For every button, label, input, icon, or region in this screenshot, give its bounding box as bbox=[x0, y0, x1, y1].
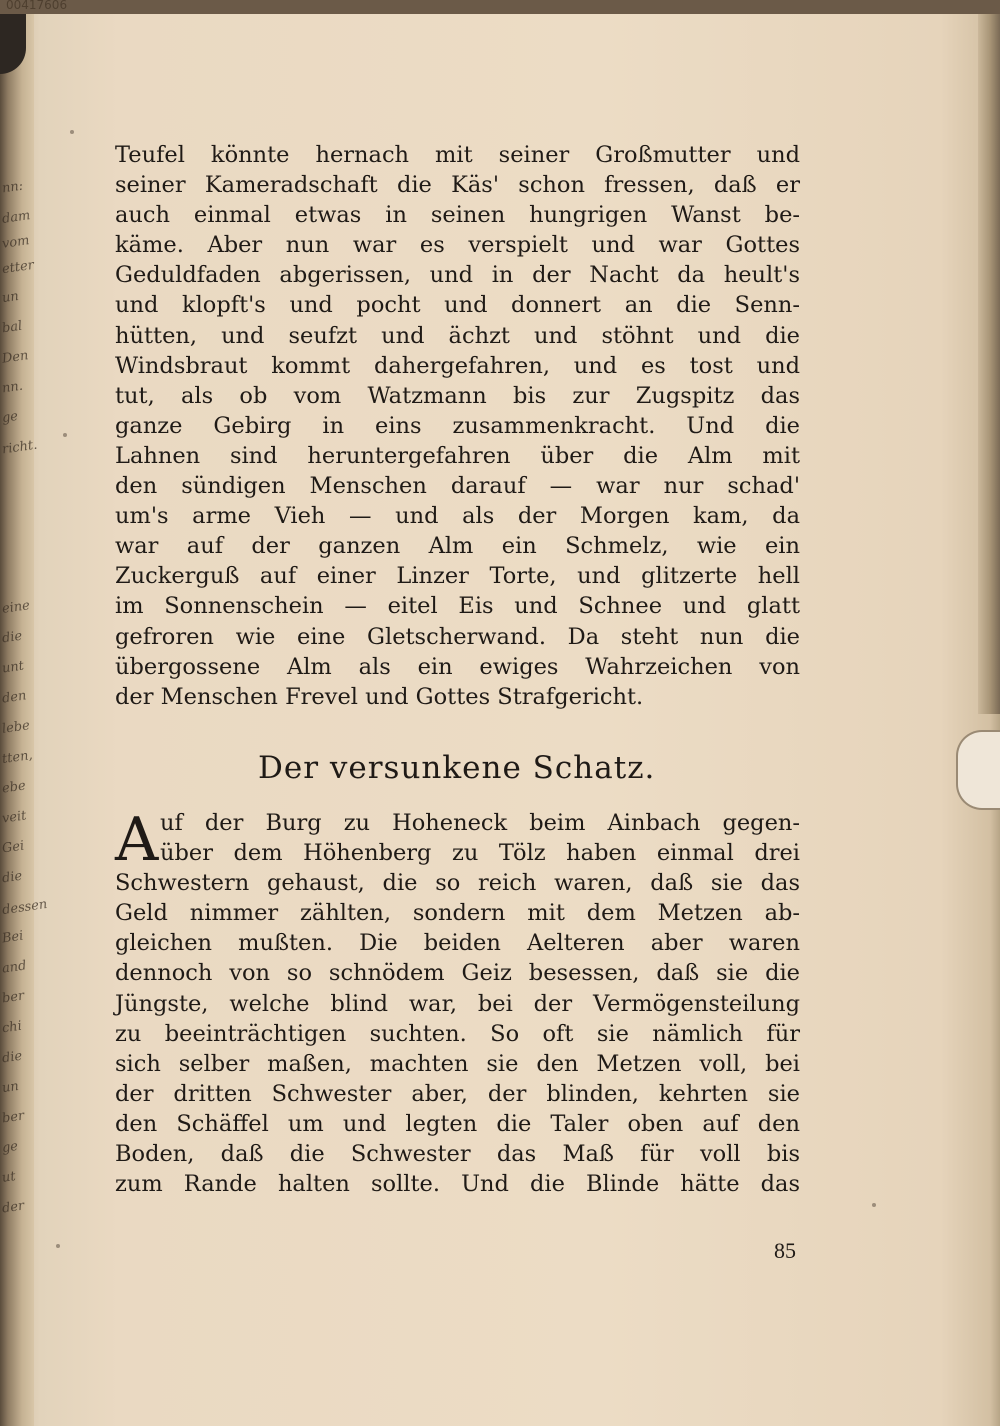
text-line: hütten, und seufzt und ächzt und stöhnt und die bbox=[115, 322, 800, 349]
scan-speck bbox=[70, 130, 74, 134]
text-line: den sündigen Menschen darauf — war nur schad' bbox=[115, 473, 800, 500]
scan-speck bbox=[872, 1203, 876, 1207]
text-line: zu beeinträchtigen suchten. So oft sie nämlich für bbox=[115, 1020, 800, 1047]
margin-fragment: dessen bbox=[1, 896, 49, 919]
margin-fragment: dam bbox=[1, 208, 32, 227]
text-line: war auf der ganzen Alm ein Schmelz, wie ein bbox=[115, 533, 800, 560]
margin-fragment: un bbox=[1, 1078, 20, 1097]
margin-fragment: die bbox=[1, 628, 24, 647]
scanner-header-strip bbox=[0, 0, 1000, 14]
margin-fragment: nn: bbox=[1, 178, 25, 197]
text-line: Boden, daß die Schwester das Maß für voll bis bbox=[115, 1141, 800, 1168]
text-line: dennoch von so schnödem Geiz besessen, daß sie die bbox=[115, 960, 800, 987]
text-line: Lahnen sind heruntergefahren über die Alm mit bbox=[115, 442, 800, 469]
text-line: uf der Burg zu Hoheneck beim Ainbach gegen- bbox=[160, 810, 800, 836]
scan-speck bbox=[56, 1244, 60, 1248]
margin-fragment: ber bbox=[1, 988, 26, 1007]
page-number: 85 bbox=[774, 1238, 796, 1263]
text-line: übergossene Alm als ein ewiges Wahrzeichen von bbox=[115, 653, 800, 680]
margin-fragment: richt. bbox=[1, 437, 39, 458]
text-line: Windsbraut kommt dahergefahren, und es tost und bbox=[115, 352, 800, 379]
margin-fragment: Gei bbox=[1, 838, 26, 857]
text-line: sich selber maßen, machten sie den Metzen voll, bei bbox=[115, 1050, 800, 1077]
page-tab-marker bbox=[956, 730, 1000, 810]
text-line: käme. Aber nun war es verspielt und war Gottes bbox=[115, 232, 800, 259]
margin-fragment: vom bbox=[1, 233, 31, 252]
text-line: Jüngste, welche blind war, bei der Vermögensteilung bbox=[115, 990, 800, 1017]
margin-fragment: der bbox=[1, 1198, 26, 1217]
margin-fragment: die bbox=[1, 868, 24, 887]
margin-fragment: den bbox=[1, 688, 28, 707]
margin-fragment: Den bbox=[1, 348, 30, 367]
margin-fragment: veit bbox=[1, 808, 28, 827]
section-heading: Der versunkene Schatz. bbox=[258, 750, 656, 786]
paragraph-new-section bbox=[115, 805, 800, 1199]
text-line: im Sonnenschein — eitel Eis und Schnee und glatt bbox=[115, 593, 800, 620]
text-line: tut, als ob vom Watzmann bis zur Zugspitz das bbox=[115, 382, 800, 409]
text-line: Teufel könnte hernach mit seiner Großmutter und bbox=[115, 142, 800, 168]
margin-fragment: ber bbox=[1, 1108, 26, 1127]
paragraph-continued bbox=[115, 140, 800, 712]
text-line: zum Rande halten sollte. Und die Blinde hätte das bbox=[115, 1171, 800, 1198]
margin-fragment: eine bbox=[1, 598, 31, 617]
text-line: und klopft's und pocht und donnert an die Senn- bbox=[115, 292, 800, 319]
text-line: gefroren wie eine Gletscherwand. Da steht nun die bbox=[115, 623, 800, 650]
text-line: Geduldfaden abgerissen, und in der Nacht da heult's bbox=[115, 262, 800, 289]
margin-fragment: and bbox=[1, 958, 28, 977]
margin-fragment: bal bbox=[1, 318, 24, 337]
margin-fragment: die bbox=[1, 1048, 24, 1067]
scan-speck bbox=[63, 433, 67, 437]
margin-fragment: Bei bbox=[1, 928, 25, 947]
text-line: über dem Höhenberg zu Tölz haben einmal drei bbox=[160, 840, 800, 867]
margin-fragment: lebe bbox=[1, 718, 31, 737]
previous-page-margin-text bbox=[0, 178, 49, 1240]
page-right-edge bbox=[978, 14, 1000, 714]
margin-fragment: ge bbox=[1, 408, 19, 427]
header-strip-text: 00417606 bbox=[6, 0, 68, 12]
margin-fragment: etter bbox=[1, 257, 35, 278]
text-line: den Schäffel um und legten die Taler oben auf den bbox=[115, 1110, 800, 1137]
text-line: ganze Gebirg in eins zusammenkracht. Und die bbox=[115, 412, 800, 439]
text-line: Geld nimmer zählten, sondern mit dem Metzen ab- bbox=[115, 900, 800, 927]
text-line: der Menschen Frevel und Gottes Strafgericht. bbox=[115, 683, 644, 710]
text-line: gleichen mußten. Die beiden Aelteren aber waren bbox=[115, 930, 800, 957]
margin-fragment: nn. bbox=[1, 378, 24, 397]
margin-fragment: chi bbox=[1, 1018, 23, 1037]
text-line: der dritten Schwester aber, der blinden, kehrten sie bbox=[115, 1080, 800, 1107]
margin-fragment: unt bbox=[1, 658, 25, 677]
text-line: Schwestern gehaust, die so reich waren, daß sie das bbox=[115, 870, 800, 897]
drop-cap-initial: A bbox=[115, 805, 159, 875]
text-line: auch einmal etwas in seinen hungrigen Wanst be- bbox=[115, 202, 800, 229]
text-line: seiner Kameradschaft die Käs' schon fressen, daß er bbox=[115, 172, 800, 199]
text-line: Zuckerguß auf einer Linzer Torte, und glitzerte hell bbox=[115, 563, 800, 590]
text-line: um's arme Vieh — und als der Morgen kam, da bbox=[115, 503, 800, 530]
margin-fragment: tten, bbox=[1, 747, 34, 768]
margin-fragment: ebe bbox=[1, 778, 27, 797]
margin-fragment: ut bbox=[1, 1169, 17, 1186]
margin-fragment: ge bbox=[1, 1138, 19, 1157]
margin-fragment: un bbox=[1, 288, 20, 307]
